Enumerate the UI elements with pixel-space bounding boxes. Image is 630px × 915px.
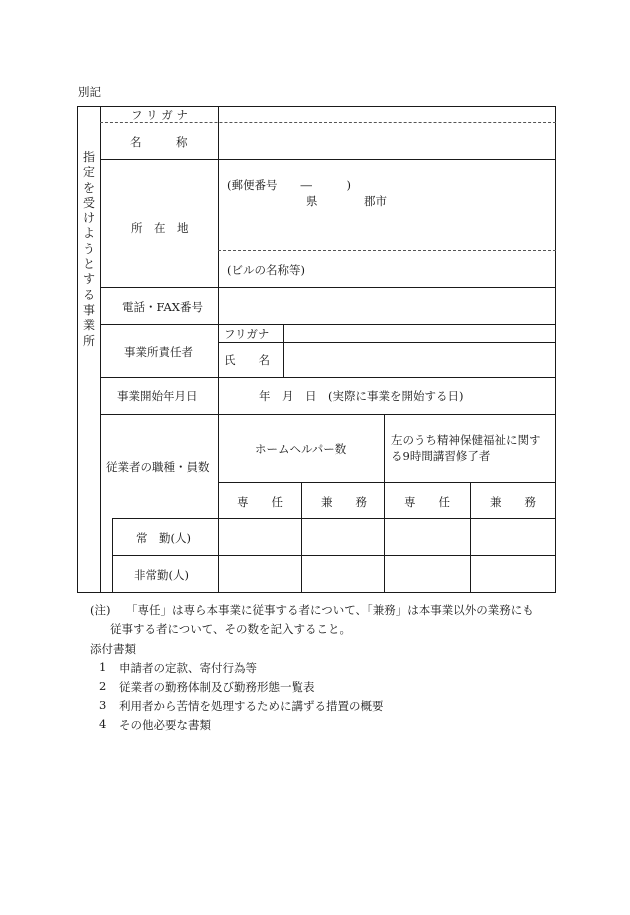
postal-code-field[interactable]: (郵便番号 ― ) — [227, 178, 351, 192]
establishment-vertical-label: 指定を受けようとする事業所 — [82, 150, 95, 348]
training-completers-header: 左のうち精神保健福祉に関する9時間講習修了者 — [391, 433, 541, 463]
note-line-1: 「専任」は専ら本事業に従事する者について、「兼務」は本事業以外の業務にも — [126, 603, 534, 617]
attachment-num: 2 — [99, 679, 107, 693]
manager-label: 事業所責任者 — [124, 345, 193, 359]
attachments-title: 添付書類 — [90, 642, 136, 656]
full-time-training-concurrent-cell[interactable] — [471, 519, 555, 555]
prefecture-label: 県 — [306, 194, 318, 208]
note-line-2: 従事する者について、その数を記入すること。 — [110, 622, 352, 636]
part-time-label: 非常勤(人) — [134, 568, 189, 582]
part-time-dedicated-cell[interactable] — [219, 556, 301, 592]
form-reference-label: 別記 — [78, 85, 101, 99]
attachment-item: 利用者から苦情を処理するために講ずる措置の概要 — [119, 699, 384, 713]
full-time-label: 常 勤(人) — [136, 531, 191, 545]
start-date-label: 事業開始年月日 — [117, 389, 198, 403]
concurrent-header-2: 兼 務 — [490, 495, 536, 509]
address-label: 所 在 地 — [131, 221, 189, 235]
full-time-training-dedicated-cell[interactable] — [385, 519, 470, 555]
staff-label: 従業者の職種・員数 — [106, 460, 210, 474]
phone-fax-label: 電話・FAX番号 — [122, 300, 203, 314]
manager-name-label: 氏 名 — [224, 353, 270, 367]
attachment-item: 申請者の定款、寄付行為等 — [119, 661, 257, 675]
name-label: 名 称 — [130, 135, 188, 149]
name-field[interactable] — [219, 123, 555, 159]
start-date-field[interactable]: 年 月 日 (実際に事業を開始する日) — [259, 389, 464, 403]
attachment-item: その他必要な書類 — [119, 718, 211, 732]
note-label: (注) — [90, 603, 111, 617]
attachment-num: 1 — [99, 660, 107, 674]
part-time-concurrent-cell[interactable] — [302, 556, 384, 592]
furigana-label: フ リ ガ ナ — [131, 108, 188, 122]
part-time-training-concurrent-cell[interactable] — [471, 556, 555, 592]
attachment-item: 従業者の勤務体制及び勤務形態一覧表 — [119, 680, 315, 694]
building-name-field[interactable]: (ビルの名称等) — [227, 263, 305, 277]
city-label: 郡市 — [364, 194, 387, 208]
attachment-num: 3 — [99, 698, 107, 712]
manager-furigana-field[interactable] — [284, 325, 555, 342]
attachment-num: 4 — [99, 717, 107, 731]
concurrent-header-1: 兼 務 — [321, 495, 367, 509]
home-helper-header: ホームヘルパー数 — [255, 442, 347, 456]
phone-fax-field[interactable] — [219, 288, 555, 324]
full-time-concurrent-cell[interactable] — [302, 519, 384, 555]
dedicated-header-2: 専 任 — [404, 495, 450, 509]
dedicated-header-1: 専 任 — [237, 495, 283, 509]
part-time-training-dedicated-cell[interactable] — [385, 556, 470, 592]
full-time-dedicated-cell[interactable] — [219, 519, 301, 555]
manager-furigana-label: フリガナ — [224, 327, 270, 341]
manager-name-field[interactable] — [284, 343, 555, 377]
